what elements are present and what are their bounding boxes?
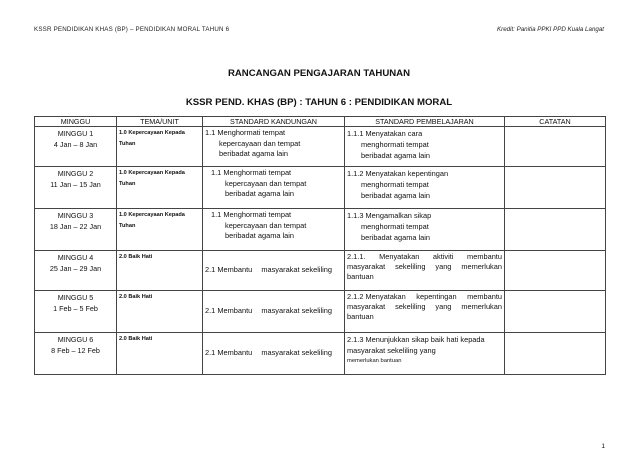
- kandungan-text: masyarakat sekeliling: [261, 306, 332, 316]
- tema-text: 2.0 Baik Hati: [119, 294, 153, 300]
- tema-text-2: Tuhan: [119, 223, 136, 229]
- catatan-cell: [505, 167, 606, 209]
- kandungan-line: kepercayaan dan tempat: [225, 178, 307, 188]
- kandungan-cell: [203, 127, 345, 167]
- pembelajaran-line: 1.1.2 Menyatakan kepentingan: [347, 169, 449, 178]
- pembelajaran-line: masyarakat sekeliling yang: [347, 346, 436, 355]
- pembelajaran-line: [347, 302, 502, 312]
- pembelajaran-line: menghormati tempat: [361, 180, 429, 189]
- col-minggu: MINGGU: [35, 117, 117, 127]
- pembelajaran-cell: [345, 209, 505, 251]
- catatan-cell: [505, 291, 606, 333]
- week-dates: 11 Jan – 15 Jan: [50, 180, 101, 189]
- catatan-cell: [505, 251, 606, 291]
- col-kandungan: STANDARD KANDUNGAN: [203, 117, 345, 127]
- pembelajaran-line: menghormati tempat: [361, 222, 429, 231]
- pembelajaran-line: memerlukan bantuan: [347, 358, 402, 364]
- tema-text-2: Tuhan: [119, 141, 136, 147]
- word: membantu: [467, 292, 502, 301]
- kandungan-line: [205, 265, 342, 276]
- table-row: [35, 333, 606, 375]
- pembelajaran-line: 2.1.3 Menunjukkan sikap baik hati kepada: [347, 335, 485, 344]
- pembelajaran-cell: [345, 291, 505, 333]
- pembelajaran-line: 1.1.1 Menyatakan cara: [347, 129, 423, 138]
- pembelajaran-line: beribadat agama lain: [361, 233, 431, 242]
- week-label: MINGGU 5: [57, 293, 94, 302]
- word: memerlukan: [461, 302, 502, 311]
- week-dates: 4 Jan – 8 Jan: [53, 140, 98, 149]
- week-label: MINGGU 4: [57, 253, 94, 262]
- catatan-cell: [505, 333, 606, 375]
- tema-text: 1.0 Kepercayaan Kepada: [119, 212, 185, 218]
- page-number: 1: [601, 443, 605, 450]
- word: 2.1.1.: [347, 252, 366, 261]
- kandungan-line: 1.1 Menghormati tempat: [211, 168, 292, 177]
- kandungan-line: [205, 306, 342, 317]
- kandungan-line: 1.1 Menghormati tempat: [211, 210, 292, 219]
- table-row: [35, 209, 606, 251]
- kandungan-cell: [203, 167, 345, 209]
- pembelajaran-cell: [345, 167, 505, 209]
- pembelajaran-line: beribadat agama lain: [361, 191, 431, 200]
- kandungan-line: beribadat agama lain: [225, 189, 295, 198]
- week-dates: 1 Feb – 5 Feb: [53, 304, 98, 313]
- kandungan-text: 2.1 Membantu: [205, 306, 253, 316]
- kandungan-cell: [203, 333, 345, 375]
- tema-cell: [117, 291, 203, 333]
- week-label: MINGGU 1: [57, 129, 94, 138]
- pembelajaran-line: beribadat agama lain: [361, 151, 431, 160]
- word: Menyatakan: [379, 252, 420, 261]
- table-row: [35, 251, 606, 291]
- word: memerlukan: [461, 262, 502, 271]
- word: aktiviti: [432, 252, 454, 261]
- pembelajaran-line: menghormati tempat: [361, 140, 429, 149]
- table-row: [35, 291, 606, 333]
- tema-text: 2.0 Baik Hati: [119, 254, 153, 260]
- table-row: [35, 167, 606, 209]
- kandungan-line: beribadat agama lain: [225, 231, 295, 240]
- word: masyarakat: [347, 302, 386, 311]
- col-pembelajaran: STANDARD PEMBELAJARAN: [345, 117, 505, 127]
- header-right: Kredit: Panitia PPKI PPD Kuala Langat: [497, 26, 604, 33]
- kandungan-text: masyarakat sekeliling: [261, 265, 332, 275]
- word: kepentingan: [416, 292, 457, 301]
- week-cell: [35, 209, 117, 251]
- tema-text-2: Tuhan: [119, 181, 136, 187]
- pembelajaran-cell: [345, 127, 505, 167]
- plan-table: [34, 116, 606, 375]
- word: membantu: [467, 252, 502, 261]
- week-cell: [35, 167, 117, 209]
- tema-cell: [117, 127, 203, 167]
- col-catatan: CATATAN: [505, 117, 606, 127]
- tema-cell: [117, 251, 203, 291]
- pembelajaran-line: bantuan: [347, 272, 374, 281]
- pembelajaran-cell: [345, 251, 505, 291]
- page-title: RANCANGAN PENGAJARAN TAHUNAN: [227, 68, 411, 79]
- col-tema: TEMA/UNIT: [117, 117, 203, 127]
- catatan-cell: [505, 127, 606, 167]
- page-subtitle: KSSR PEND. KHAS (BP) : TAHUN 6 : PENDIDIKAN MORAL: [185, 97, 453, 108]
- kandungan-line: beribadat agama lain: [219, 149, 289, 158]
- pembelajaran-line: [347, 262, 502, 272]
- week-dates: 8 Feb – 12 Feb: [51, 346, 100, 355]
- week-cell: [35, 251, 117, 291]
- kandungan-line: [205, 348, 342, 359]
- kandungan-cell: [203, 209, 345, 251]
- tema-cell: [117, 209, 203, 251]
- word: yang: [435, 262, 452, 271]
- word: masyarakat: [347, 262, 386, 271]
- week-dates: 18 Jan – 22 Jan: [49, 222, 102, 231]
- pembelajaran-line: 1.1.3 Mengamalkan sikap: [347, 211, 432, 220]
- table-row: [35, 127, 606, 167]
- week-cell: [35, 127, 117, 167]
- pembelajaran-line: [347, 292, 502, 302]
- catatan-cell: [505, 209, 606, 251]
- week-label: MINGGU 3: [57, 211, 94, 220]
- week-cell: [35, 291, 117, 333]
- header-left: KSSR PENDIDIKAN KHAS (BP) – PENDIDIKAN MORAL TAHUN 6: [34, 26, 230, 33]
- table-header-row: [35, 117, 606, 127]
- word: sekeliling: [395, 302, 426, 311]
- kandungan-line: kepercayaan dan tempat: [219, 138, 301, 148]
- kandungan-line: 1.1 Menghormati tempat: [205, 128, 286, 137]
- pembelajaran-line: bantuan: [347, 312, 374, 321]
- tema-text: 1.0 Kepercayaan Kepada: [119, 130, 185, 136]
- tema-text: 2.0 Baik Hati: [119, 336, 153, 342]
- week-dates: 25 Jan – 29 Jan: [49, 264, 102, 273]
- tema-text: 1.0 Kepercayaan Kepada: [119, 170, 185, 176]
- word: sekeliling: [395, 262, 426, 271]
- kandungan-text: 2.1 Membantu: [205, 348, 253, 358]
- pembelajaran-line: [347, 252, 502, 262]
- week-label: MINGGU 2: [57, 169, 94, 178]
- week-cell: [35, 333, 117, 375]
- word: 2.1.2 Menyatakan: [347, 292, 406, 301]
- kandungan-text: masyarakat sekeliling: [261, 348, 332, 358]
- kandungan-cell: [203, 251, 345, 291]
- pembelajaran-cell: [345, 333, 505, 375]
- kandungan-cell: [203, 291, 345, 333]
- word: yang: [435, 302, 452, 311]
- tema-cell: [117, 167, 203, 209]
- kandungan-text: 2.1 Membantu: [205, 265, 253, 275]
- kandungan-line: kepercayaan dan tempat: [225, 220, 307, 230]
- tema-cell: [117, 333, 203, 375]
- week-label: MINGGU 6: [57, 335, 94, 344]
